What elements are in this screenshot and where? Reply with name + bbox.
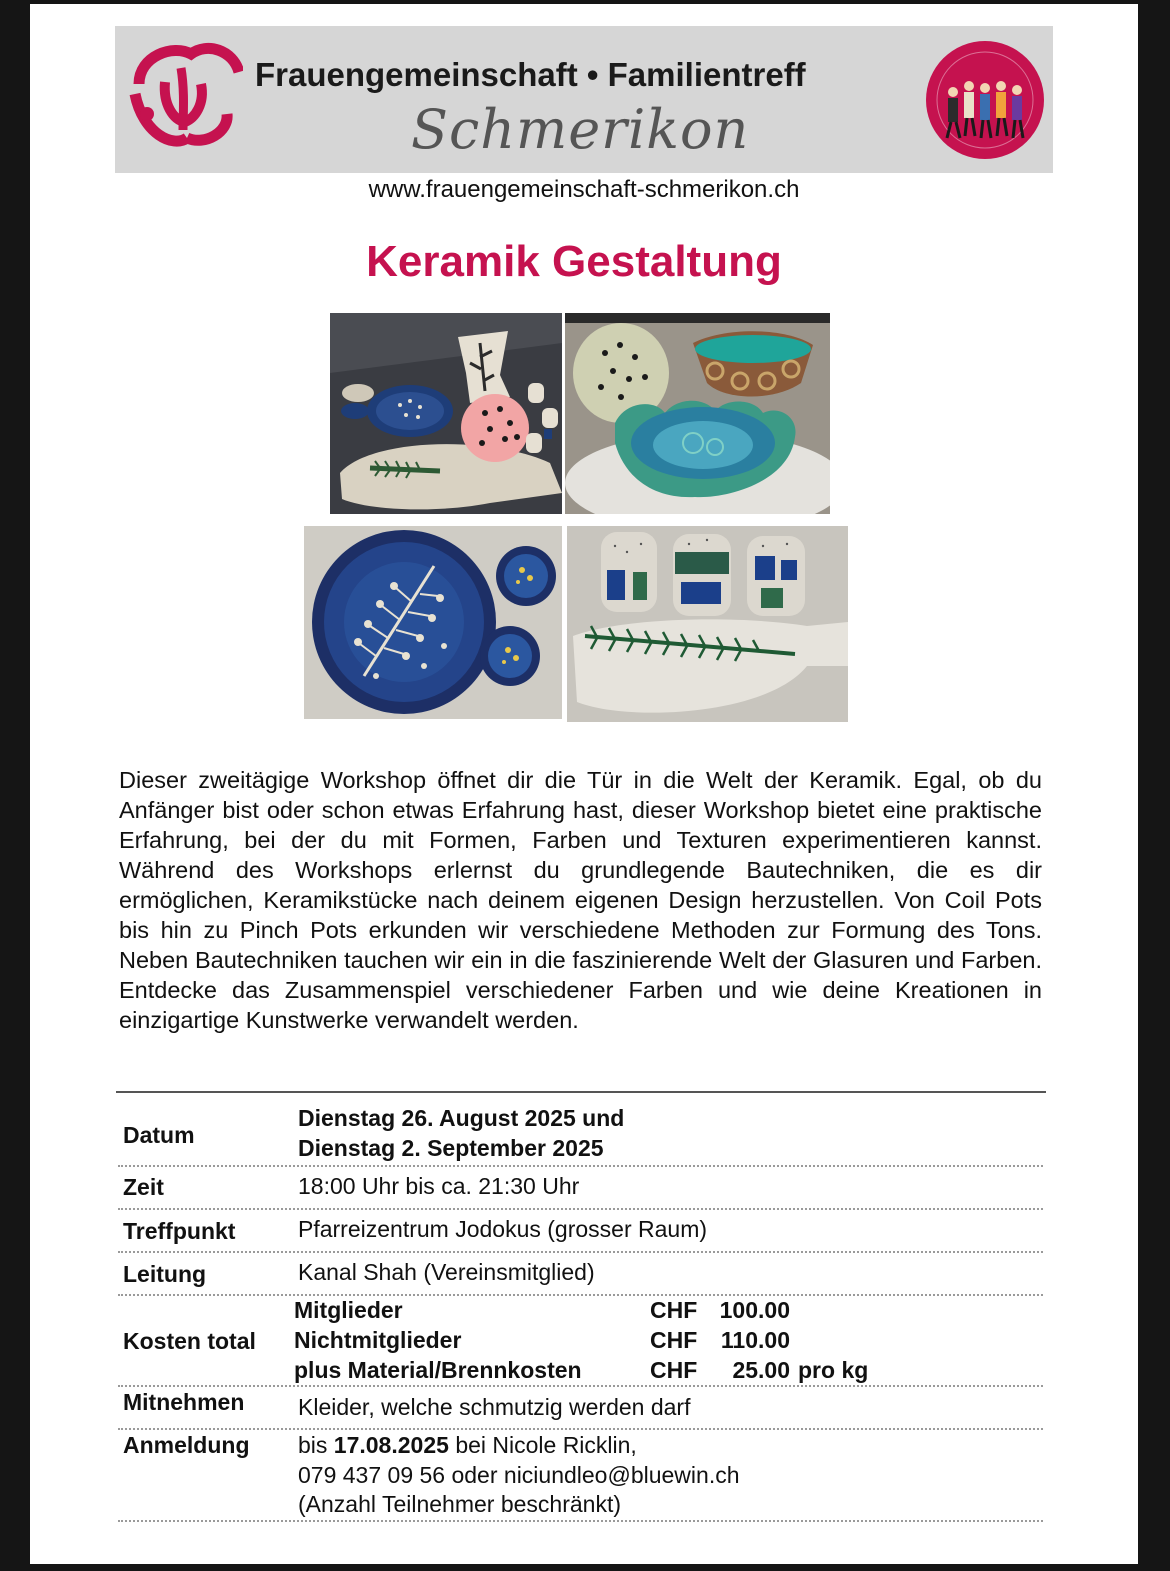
town-wordmark: Schmerikon xyxy=(411,98,750,161)
flyer-page xyxy=(30,4,1138,1564)
anmeldung-deadline: 17.08.2025 xyxy=(333,1432,449,1458)
label-treffpunkt: Treffpunkt xyxy=(123,1218,236,1244)
cost-item-name: Mitglieder xyxy=(294,1297,403,1323)
page-title: Keramik Gestaltung xyxy=(366,237,782,286)
anmeldung-line-1 xyxy=(298,1431,637,1460)
table-bottom-divider xyxy=(118,1520,1043,1522)
label-mitnehmen: Mitnehmen xyxy=(123,1389,245,1415)
organization-title: Frauengemeinschaft • Familientreff xyxy=(255,56,806,93)
row-divider xyxy=(118,1294,1043,1296)
label-zeit: Zeit xyxy=(123,1174,164,1200)
label-anmeldung: Anmeldung xyxy=(123,1432,250,1458)
cost-item-amount: 110.00 xyxy=(720,1327,790,1353)
workshop-description: Dieser zweitägige Workshop öffnet dir die Tür in die Welt der Keramik. Egal, ob du Anfänger bist oder schon etwas Erfahrung hast, dieser Workshop bietet eine praktische Erfahrung, bei der du mit Formen, Farben und Texturen experimentieren kannst. Während des Workshops erlernst du grundlegende Bautechniken, die es dir ermöglichen, Keramikstücke nach deinem eigenen Design herzustellen. Von Coil Pots bis hin zu Pinch Pots erkunden wir verschiedene Methoden zur Formung des Tons. Neben Bautechniken tauchen wir ein in die faszinierende Welt der Glasuren und Farben. Entdecke das Zusammenspiel verschiedener Farben und wie deine Kreationen in einzigartige Kunstwerke verwandelt werden. xyxy=(119,767,1042,1033)
treffpunkt-value: Pfarreizentrum Jodokus (grosser Raum) xyxy=(298,1216,708,1242)
zeit-value: 18:00 Uhr bis ca. 21:30 Uhr xyxy=(298,1173,580,1199)
datum-line-1: Dienstag 26. August 2025 und xyxy=(298,1105,625,1131)
cost-item-name: plus Material/Brennkosten xyxy=(294,1357,582,1383)
cost-item-unit: pro kg xyxy=(798,1357,869,1383)
photo-ceramics-collection xyxy=(330,313,562,514)
cost-item-currency: CHF xyxy=(650,1327,698,1353)
anmeldung-phone-email[interactable]: 079 437 09 56 oder niciundleo@bluewin.ch xyxy=(298,1462,740,1488)
anmeldung-prefix: bis xyxy=(298,1432,328,1458)
anmeldung-contact: bei Nicole Ricklin, xyxy=(455,1432,637,1458)
header-banner xyxy=(115,26,1053,173)
website-link[interactable]: www.frauengemeinschaft-schmerikon.ch xyxy=(368,176,800,203)
organization-logo-icon xyxy=(121,38,243,158)
row-divider xyxy=(118,1165,1043,1167)
cost-item-currency: CHF xyxy=(650,1357,698,1383)
photo-green-bowls xyxy=(565,313,830,514)
row-divider xyxy=(118,1385,1043,1387)
photo-cups-tray xyxy=(567,526,848,722)
label-leitung: Leitung xyxy=(123,1261,207,1287)
label-datum: Datum xyxy=(123,1122,195,1148)
cost-item-name: Nichtmitglieder xyxy=(294,1327,462,1353)
cost-item-amount: 25.00 xyxy=(732,1357,790,1383)
row-divider xyxy=(118,1251,1043,1253)
label-kosten: Kosten total xyxy=(123,1328,256,1354)
mitnehmen-value: Kleider, welche schmutzig werden darf xyxy=(298,1394,691,1420)
datum-line-2: Dienstag 2. September 2025 xyxy=(298,1135,604,1161)
row-divider xyxy=(118,1428,1043,1430)
cost-item-currency: CHF xyxy=(650,1297,698,1323)
anmeldung-note: (Anzahl Teilnehmer beschränkt) xyxy=(298,1491,622,1517)
frauenbande-badge-icon xyxy=(925,40,1045,160)
row-divider xyxy=(118,1208,1043,1210)
photo-blue-plate xyxy=(304,526,562,719)
leitung-value: Kanal Shah (Vereinsmitglied) xyxy=(298,1259,595,1285)
cost-item-amount: 100.00 xyxy=(719,1297,790,1323)
table-top-divider xyxy=(116,1091,1046,1093)
